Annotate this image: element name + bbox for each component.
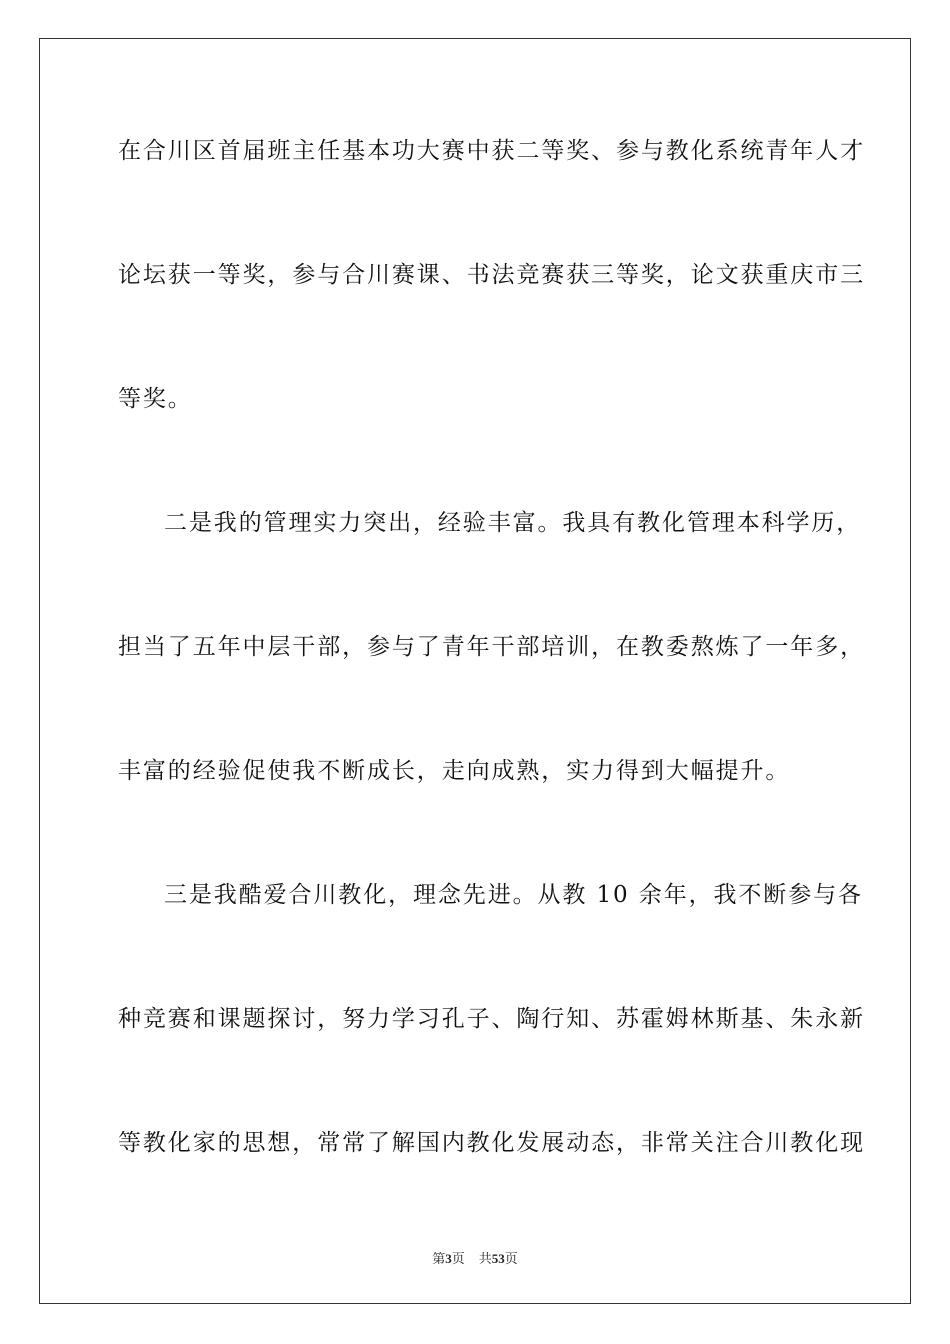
total-prefix: 共	[478, 1251, 492, 1266]
page-prefix: 第	[432, 1251, 446, 1266]
paragraph-2-line-3: 丰富的经验促使我不断成长，走向成熟，实力得到大幅提升。	[118, 758, 791, 784]
page-suffix: 页	[451, 1251, 465, 1266]
total-pages: 53	[491, 1251, 505, 1266]
paragraph-2-line-2: 担当了五年中层干部，参与了青年干部培训，在教委熬炼了一年多，	[118, 634, 865, 660]
paragraph-2-line-1: 二是我的管理实力突出，经验丰富。我具有教化管理本科学历，	[164, 510, 862, 536]
page-border	[39, 38, 911, 1304]
paragraph-3-line-3: 等教化家的思想，常常了解国内教化发展动态，非常关注合川教化现	[118, 1130, 865, 1156]
body-line-2: 论坛获一等奖，参与合川赛课、书法竞赛获三等奖，论文获重庆市三	[118, 262, 865, 288]
total-suffix: 页	[504, 1251, 518, 1266]
body-line-1: 在合川区首届班主任基本功大赛中获二等奖、参与教化系统青年人才	[118, 138, 865, 164]
page-number: 3	[445, 1251, 452, 1266]
paragraph-3-line-1: 三是我酷爱合川教化，理念先进。从教 10 余年，我不断参与各	[164, 882, 863, 908]
body-line-3: 等奖。	[118, 386, 193, 412]
paragraph-3-line-2: 种竞赛和课题探讨，努力学习孔子、陶行知、苏霍姆林斯基、朱永新	[118, 1006, 865, 1032]
page-footer	[0, 1248, 950, 1267]
